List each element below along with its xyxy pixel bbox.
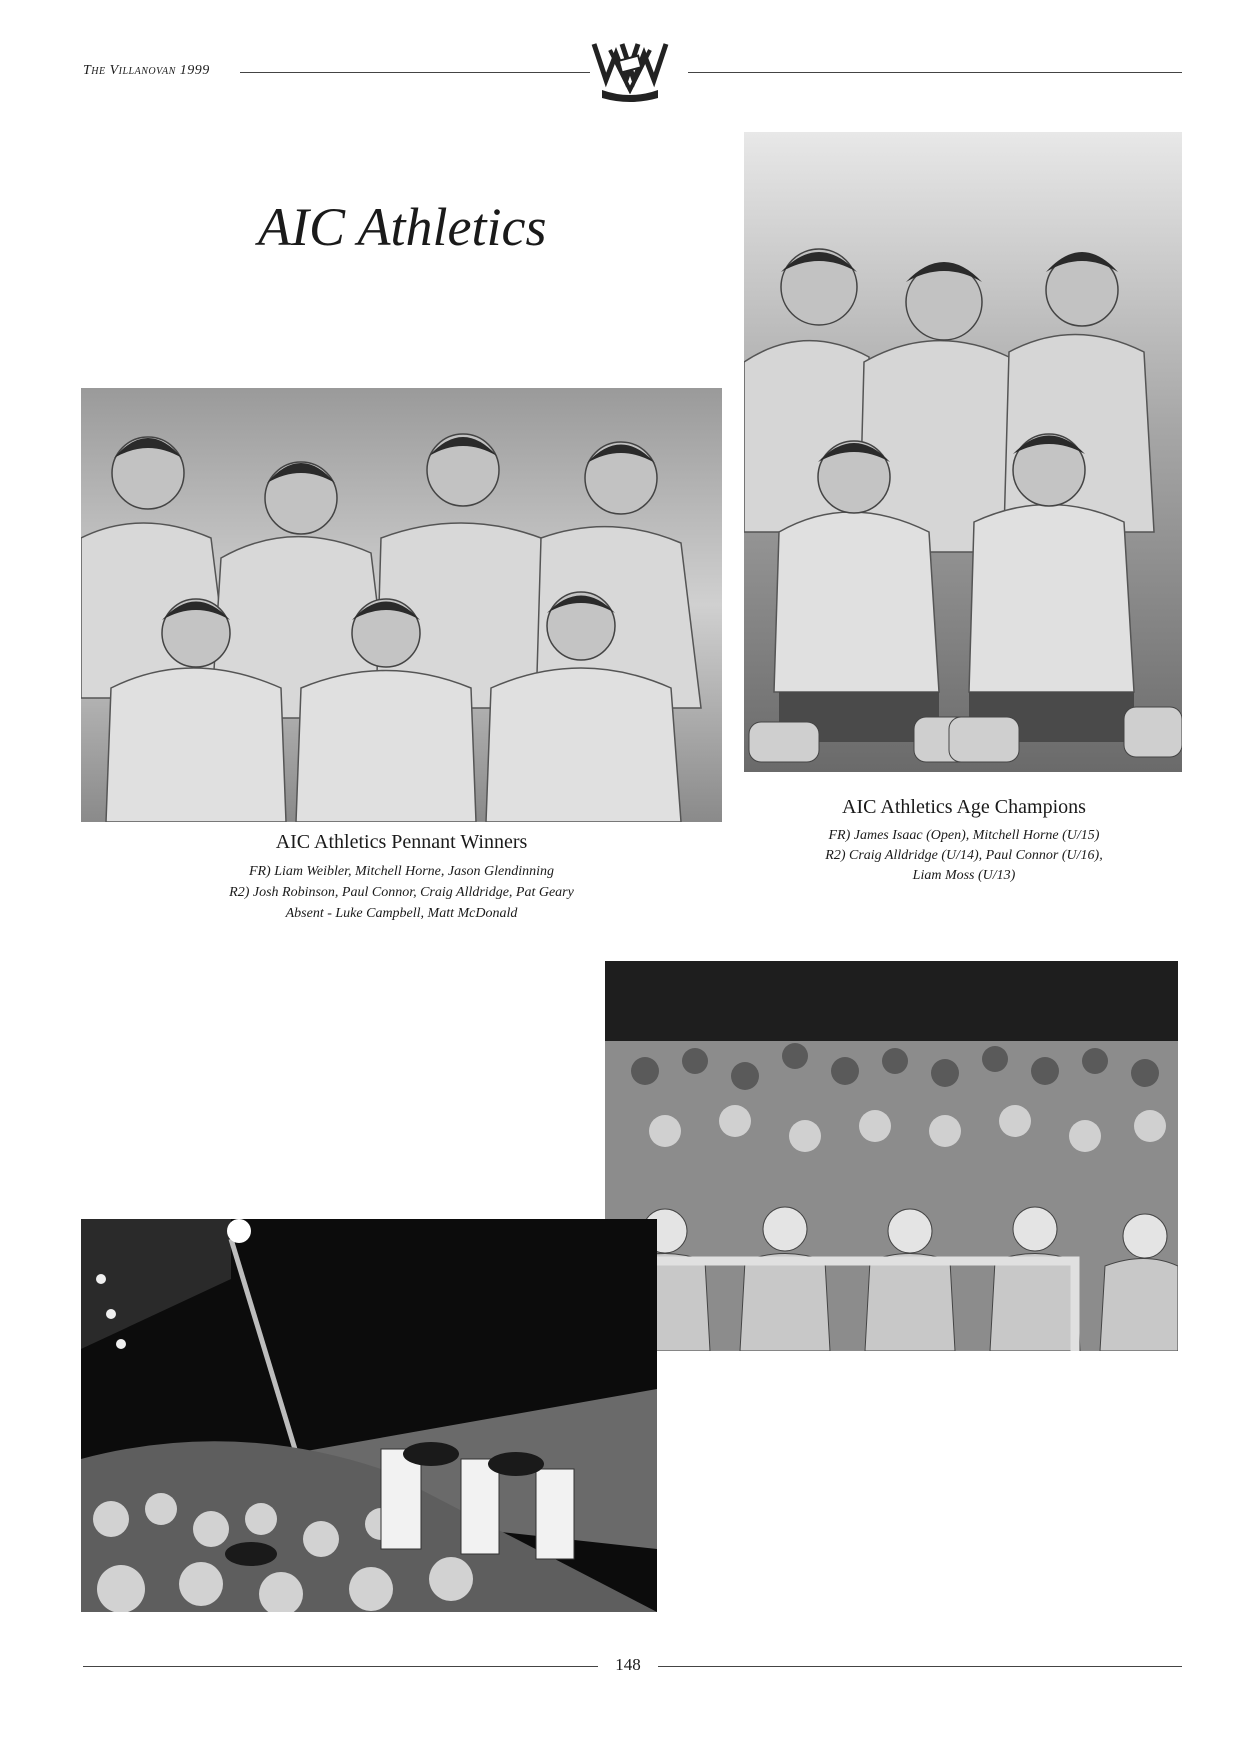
caption-heading-champions: AIC Athletics Age Champions [842,796,1086,818]
caption-line: R2) Josh Robinson, Paul Connor, Craig Alldridge, Pat Geary [229,885,574,900]
caption-line: R2) Craig Alldridge (U/14), Paul Connor (U/16), [825,848,1103,863]
caption-line: FR) James Isaac (Open), Mitchell Horne (U/15) [828,828,1100,843]
photo-night-stadium [81,1219,657,1612]
caption-line: Absent - Luke Campbell, Matt McDonald [285,906,518,921]
caption-line: Liam Moss (U/13) [912,868,1016,883]
photo-crowd-stands [605,961,1178,1351]
page-title: AIC Athletics [258,197,547,257]
running-header [83,63,210,79]
page-number: 148 [615,1655,641,1674]
header-rule-right [688,72,1182,73]
photo-age-champions [744,132,1182,772]
footer-rule-right [658,1666,1182,1667]
school-crest-logo [590,40,670,104]
photo-pennant-winners [81,388,722,822]
footer-rule-left [83,1666,598,1667]
caption-line: FR) Liam Weibler, Mitchell Horne, Jason Glendinning [248,864,555,879]
publication-title: The Villanovan 1999 [83,63,210,78]
header-rule-left [240,72,590,73]
caption-heading-pennant: AIC Athletics Pennant Winners [275,831,528,853]
